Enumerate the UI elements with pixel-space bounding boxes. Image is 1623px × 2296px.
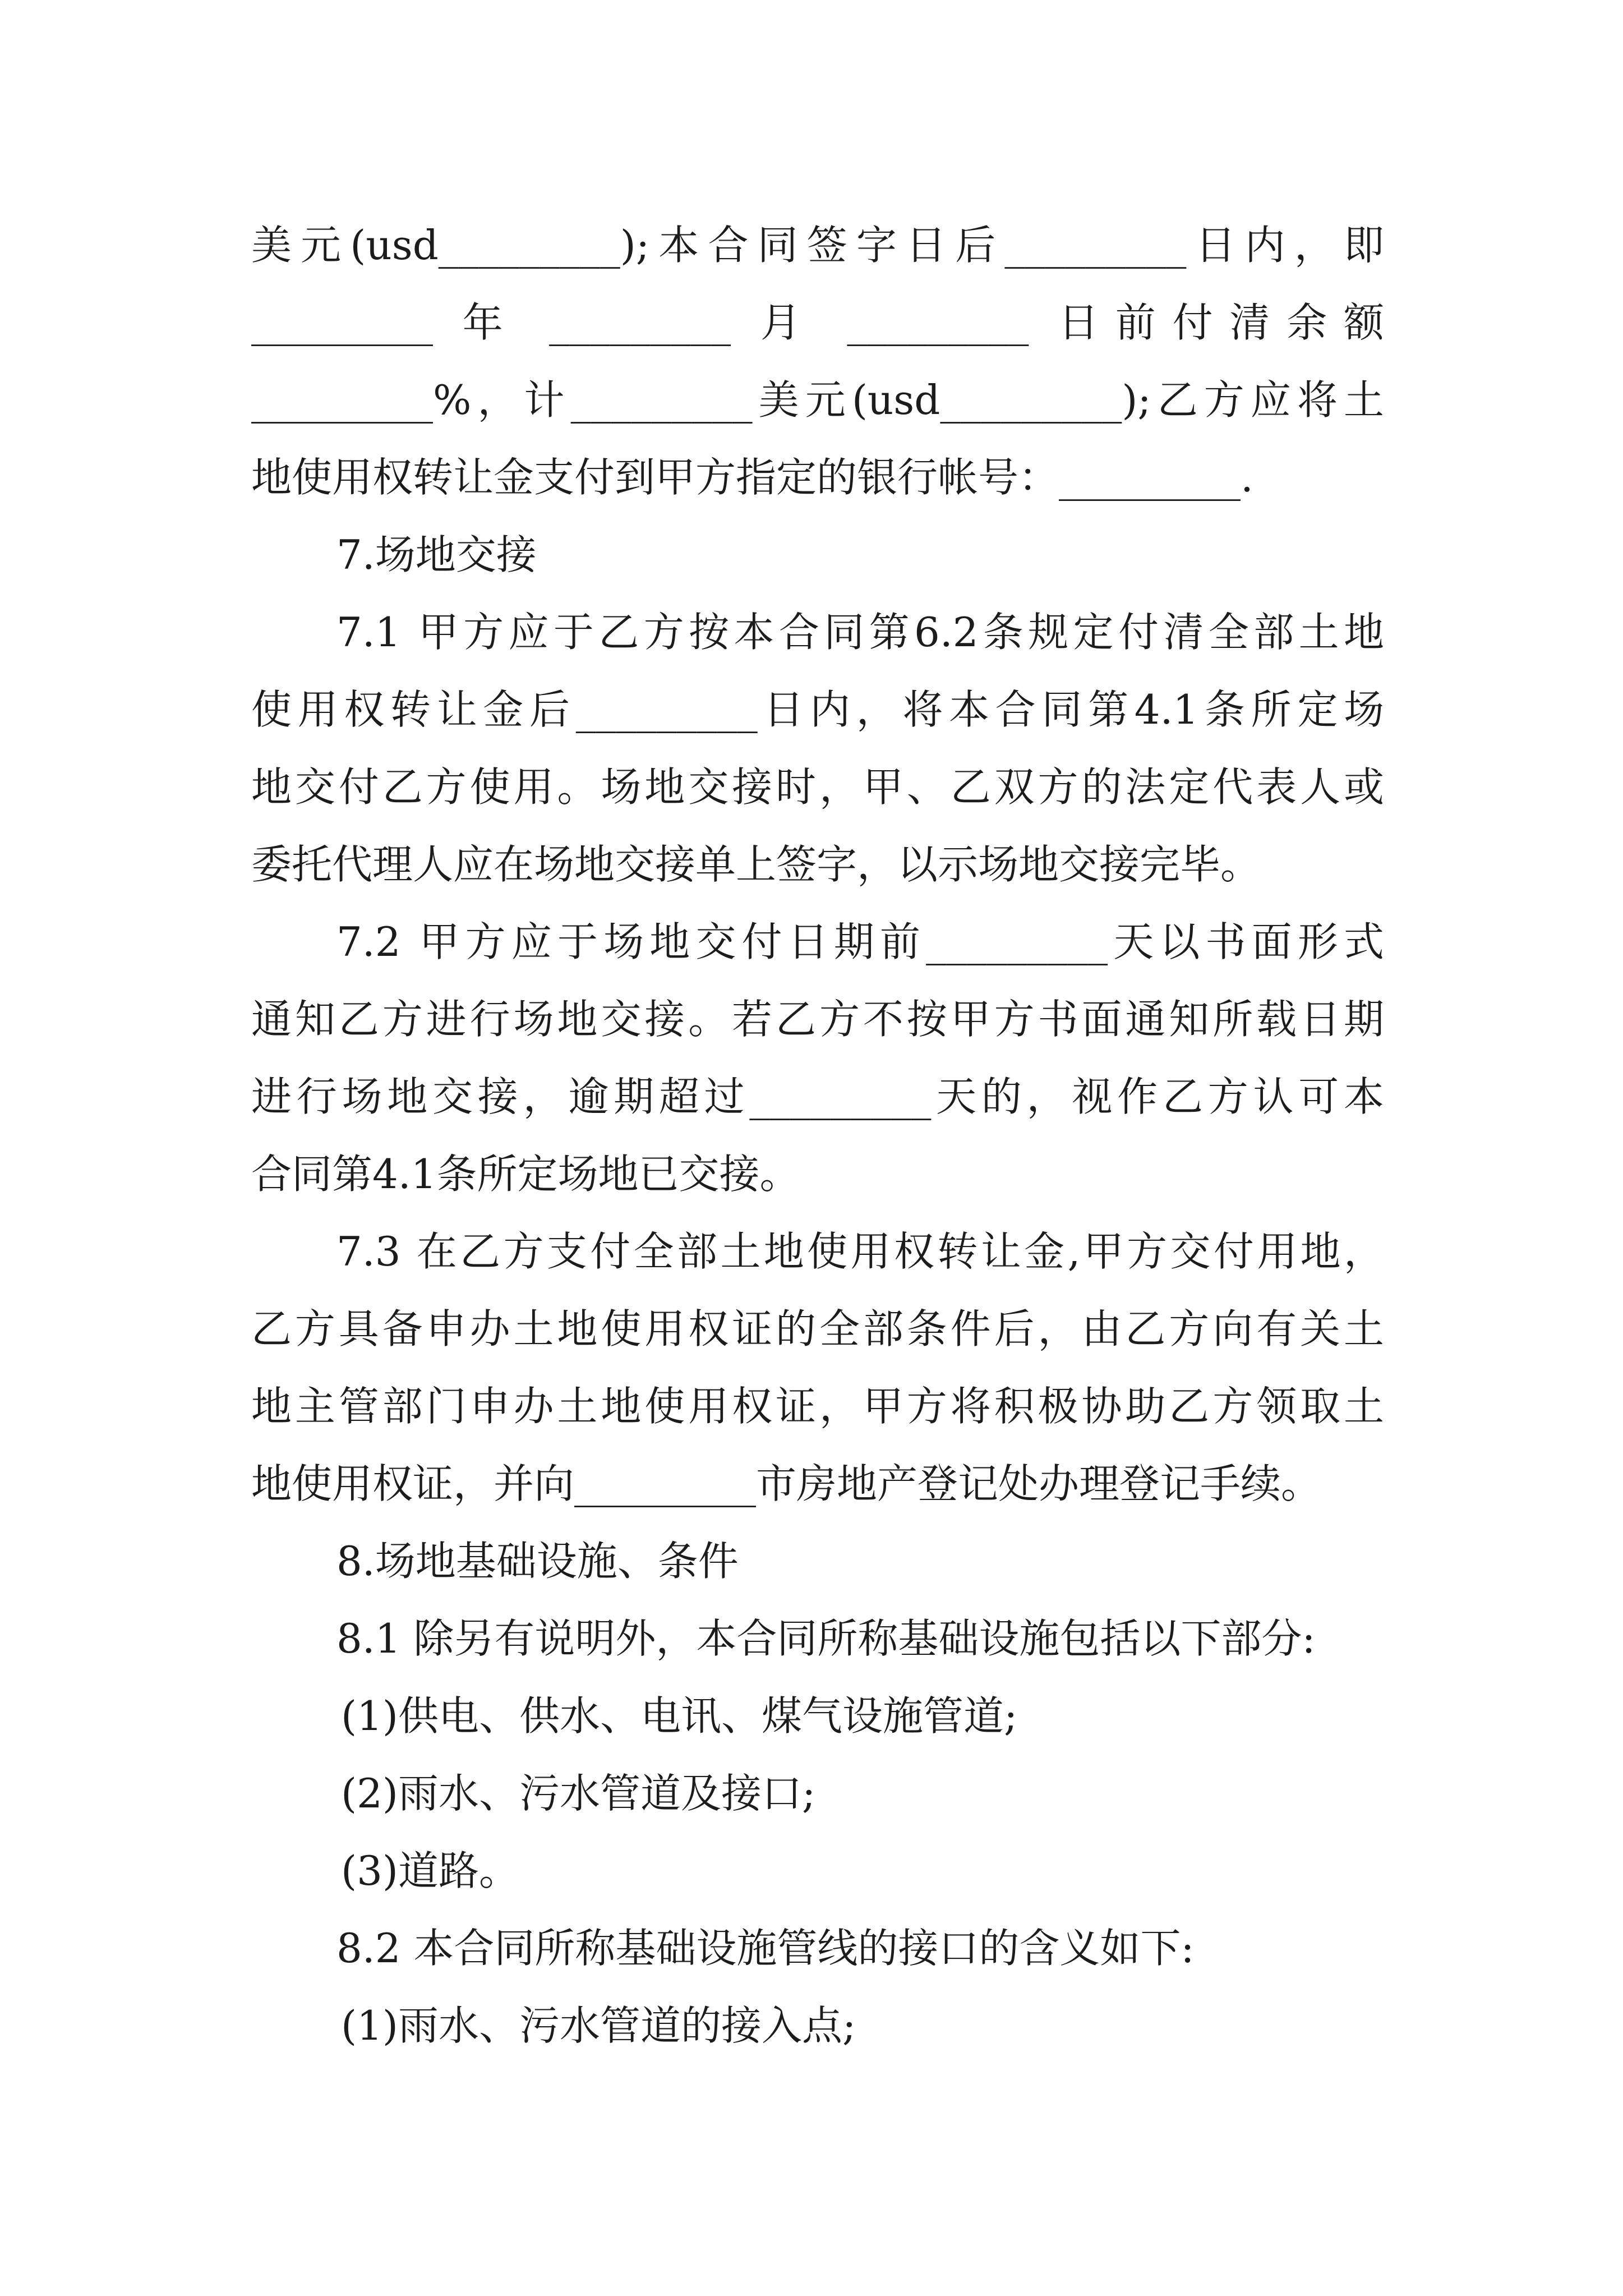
text-line: 地交付乙方使用。场地交接时，甲、乙双方的法定代表人或 xyxy=(251,763,1384,811)
text-line: 地主管部门申办土地使用权证，甲方将积极协助乙方领取土 xyxy=(251,1383,1384,1430)
text-line: 美元(usd_________);本合同签字日后_________日内，即 xyxy=(251,222,1384,269)
section-heading: 8.场地基础设施、条件 xyxy=(336,1538,739,1585)
text-line: 委托代理人应在场地交接单上签字，以示场地交接完毕。 xyxy=(251,841,1261,888)
list-item: (1)雨水、污水管道的接入点; xyxy=(341,2002,856,2049)
clause-line: 7.2 甲方应于场地交付日期前_________天以书面形式 xyxy=(336,918,1384,965)
text-line: 乙方具备申办土地使用权证的全部条件后，由乙方向有关土 xyxy=(251,1305,1384,1352)
text-line: 进行场地交接，逾期超过_________天的，视作乙方认可本 xyxy=(251,1073,1384,1120)
text-line: 使用权转让金后_________日内，将本合同第4.1条所定场 xyxy=(251,686,1384,733)
clause-line: 8.2 本合同所称基础设施管线的接口的含义如下: xyxy=(336,1925,1195,1972)
text-line: _________%，计_________美元(usd_________);乙方应将土 xyxy=(251,376,1384,424)
text-line: 地使用权转让金支付到甲方指定的银行帐号：_________. xyxy=(251,454,1253,501)
list-item: (3)道路。 xyxy=(341,1847,519,1894)
document-page xyxy=(251,206,1384,2064)
clause-line: 7.1 甲方应于乙方按本合同第6.2条规定付清全部土地 xyxy=(336,609,1384,656)
list-item: (2)雨水、污水管道及接口; xyxy=(341,1770,816,1817)
list-item: (1)供电、供水、电讯、煤气设施管道; xyxy=(341,1692,1018,1740)
clause-line: 7.3 在乙方支付全部土地使用权转让金,甲方交付用地， xyxy=(336,1228,1384,1275)
text-line: 合同第4.1条所定场地已交接。 xyxy=(251,1151,800,1198)
section-heading: 7.场地交接 xyxy=(336,531,537,578)
text-line: _________ 年 _________ 月 _________ 日前付清余额 xyxy=(251,299,1384,346)
text-line: 地使用权证，并向_________市房地产登记处办理登记手续。 xyxy=(251,1460,1322,1507)
text-line: 通知乙方进行场地交接。若乙方不按甲方书面通知所载日期 xyxy=(251,996,1384,1043)
clause-line: 8.1 除另有说明外，本合同所称基础设施包括以下部分: xyxy=(336,1615,1316,1662)
